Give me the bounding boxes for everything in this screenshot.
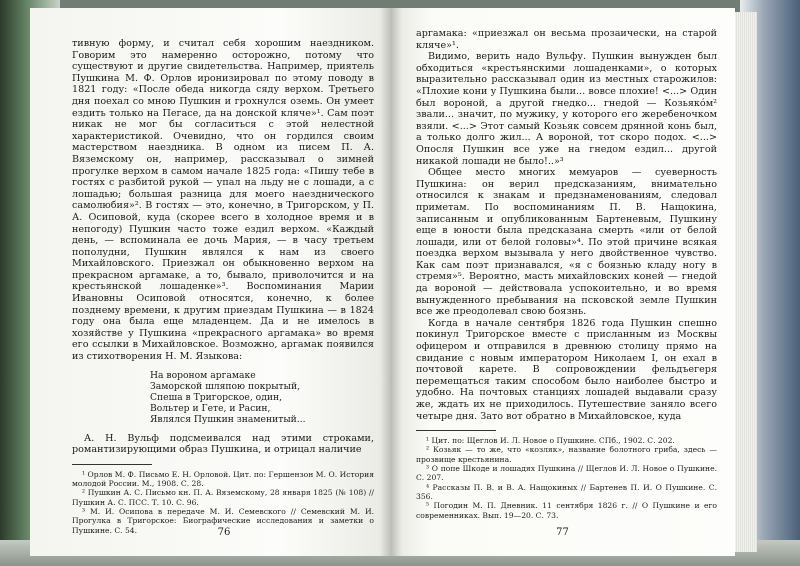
poem-line: На вороном аргамаке [150, 369, 256, 381]
left-page [30, 8, 390, 556]
footnote: ¹ Орлов М. Ф. Письмо Е. Н. Орловой. Цит. по: Гершензон М. О. История молодой России. М., 1908. С. 28. [72, 469, 374, 489]
poem-line: Спеша в Тригорское, один, [150, 392, 283, 404]
footnote: ² Пушкин А. С. Письмо кн. П. А. Вяземскому, 28 января 1825 (№ 108) // Пушкин А. С. ПСС. Т. 10. С. 96. [72, 488, 374, 507]
footnote: ³ М. И. Осипова в передаче М. И. Семевского // Семевский М. И. Прогулка в Тригорское: Биографические исследования и заметки о Пушкине. С. 54. [72, 507, 374, 535]
page-number-right: 77 [556, 527, 569, 538]
right-page [390, 8, 735, 556]
right-body-text [416, 28, 717, 422]
poem-line: Являлся Пушкин знаменитый... [150, 414, 306, 426]
poem-line: Заморской шляпою покрытый, [150, 380, 301, 392]
book-spread [30, 8, 755, 556]
page-edges [735, 12, 757, 552]
footnote-rule [416, 430, 496, 431]
book-gutter [380, 8, 402, 556]
left-body-text-after-poem [72, 433, 374, 456]
right-footnotes [416, 436, 717, 520]
footnote: ³ О попе Шкоде и лошадях Пушкина // Щеглов И. Л. Новое о Пушкине. С. 207. [416, 464, 717, 483]
footnote: ² Козьяк — то же, что «козляк», название болотного гриба, здесь — прозвище крестьянина. [416, 445, 717, 464]
page-number-left: 76 [217, 527, 231, 538]
left-paragraph: тивную форму, и считал себя хорошим наездником. Говорим это намеренно осторожно, потому что существуют и другие свидетельства. Например, приятель Пушкина М. Ф. Орлов иронизировал по этому поводу в 1821 году: «После обеда никогда сяду верхом. Третьего дня поехал со мною Пушкин и грохнулся оземь. Он умеет ездить только на Пегасе, да на донской кляче»¹. Сам поэт никак не мог бы согласиться с этой нелестной характеристикой. Очевидно, что он гордился своим мастерством наездника. В одном из писем П. А. Вяземскому он, например, рассказывал о зимней прогулке верхом в самом начале 1825 года: «Пишу тебе в гостях с разбитой рукой — упал на льду не с лошади, а с лошадью; большая разница для моего наезднического самолюбия»². В гостях — это, конечно, в Тригорском, у П. А. Осиповой, куда (скорее всего в холодное время и в непогоду) Пушкин часто тоже ездил верхом. «Каждый день, — вспоминала ее дочь Мария, — в часу третьем пополудни, Пушкин являлся к нам из своего Михайловского. Приезжал он обыкновенно верхом на прекрасном аргамаке, а то, бывало, приволочится и на крестьянской лошаденке»³. Воспоминания Марии Ивановны Осиповой относятся, конечно, к более позднему времени, к другим приездам Пушкина — в 1824 году она была еще младенцем. Да и не имелось в хозяйстве у Пушкина «прекрасного аргамака» во время его ссылки в Михайловское. Возможно, аргамак появился из стихотворения Н. М. Языкова: [72, 38, 374, 363]
footnote: ⁴ Рассказы П. В. и В. А. Нащокиных // Бартенев П. И. О Пушкине. С. 356. [416, 482, 717, 501]
footnote: ⁵ Погодин М. П. Дневник. 11 сентября 1826 г. // О Пушкине и его современниках. Вып. 19—20. С. 73. [416, 501, 717, 520]
right-paragraph: Видимо, верить надо Вульфу. Пушкин вынужден был обходиться «крестьянскими лошаденками», о которых выразительно рассказывал один из местных старожилов: «Плохие кони у Пушкина были... вовсе плохие! <...> Один был вороной, а другой гнедко... гнедой — Козьякóм² звали... значит, по мужику, у которого его жеребеночком взяли. <...> Этот самый Козьяк совсем дрянной конь был, а только долго жил... А вороной, тот скоро подох. <...> Опосля Пушкин все уже на гнедом ездил... другой никакой лошади не было!..»³ [416, 51, 717, 167]
left-footnotes [72, 470, 374, 535]
footnote-rule [72, 464, 152, 465]
right-paragraph: Общее место многих мемуаров — суеверность Пушкина: он верил предсказаниям, внимательно относился к знакам и предзнаменованиям, следовал приметам. По воспоминаниям П. В. Нащокина, записанным и опубликованным Бартеневым, Пушкину еще в юности была предсказана смерть «или от белой лошади, или от белой головы»⁴. По этой причине всякая поездка верхом вызывала у него двойственное чувство. Как сам поэт признавался, «я с боязнью кладу ногу в стремя»⁵. Вероятно, масть михайловских коней — гнедой да вороной — действовала успокоительно, и во время вынужденного пребывания на псковской земле Пушкин все же преодолевал свою боязнь. [416, 167, 717, 318]
left-body-text [72, 38, 374, 363]
poem-line: Вольтер и Гете, и Расин, [150, 403, 271, 415]
footnote: ¹ Цит. по: Щеглов И. Л. Новое о Пушкине. СПб., 1902. С. 202. [426, 436, 675, 446]
right-paragraph: Когда в начале сентября 1826 года Пушкин спешно покинул Тригорское вместе с присланным из Москвы офицером и отправился в древнюю столицу прямо на свидание с новым императором Николаем I, он ехал в почтовой карете. В сопровождении фельдъегеря перемещаться таким способом было наиболее быстро и удобно. На почтовых станциях лошадей выдавали сразу же, ждать их не приходилось. Путешествие заняло всего четыре дня. Зато вот обратно в Михайловское, куда [416, 317, 717, 422]
poem [150, 370, 374, 426]
right-paragraph: аргамака: «приезжал он весьма прозаически, на старой кляче»¹. [416, 28, 717, 51]
left-paragraph: А. Н. Вульф подсмеивался над этими строками, романтизирующими образ Пушкина, и отрицал наличие [72, 432, 374, 456]
